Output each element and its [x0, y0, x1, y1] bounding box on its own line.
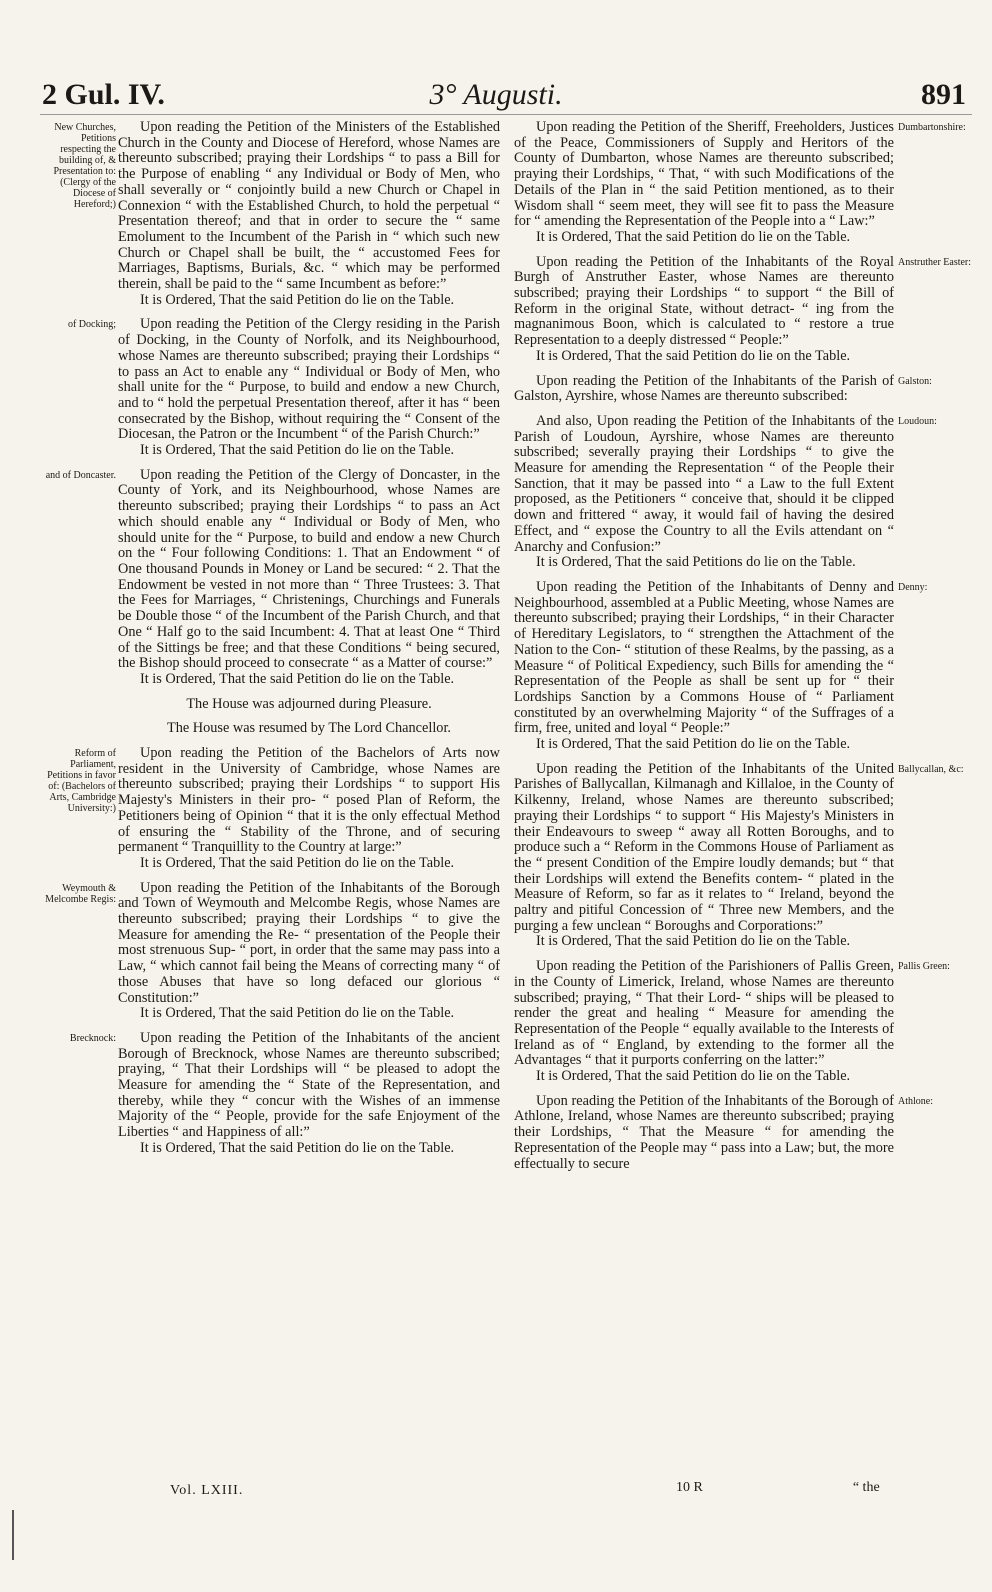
margin-note: Weymouth & Melcombe Regis: — [45, 883, 116, 905]
catchword: “ the — [852, 1480, 880, 1495]
order-text: It is Ordered, That the said Petition do lie on the Table. — [140, 670, 455, 687]
header-rule — [40, 114, 972, 115]
margin-note: Denny: — [898, 582, 928, 593]
petition-entry — [514, 255, 894, 365]
petition-entry — [514, 762, 894, 950]
petition-text: Upon reading the Petition of the Bachelors of Arts now resident in the University of Cambridge, whose Names are thereunto subscribed; praying their Lordships “ to support His Majesty's Ministers in their pro- “ posed Plan of Reform, the Petitioners being of Opinion “ that it is the only effectual Method of ensuring the “ Stability of the Throne, and of securing permanent “ Tranquillity to the Country at large:” — [118, 745, 500, 856]
petition-entry — [118, 1031, 500, 1157]
margin-note: Athlone: — [898, 1096, 933, 1107]
margin-note: and of Doncaster. — [45, 470, 116, 481]
date-header: 3° Augusti. — [429, 78, 563, 111]
petition-entry — [514, 580, 894, 753]
petition-entry — [118, 746, 500, 872]
petition-text: Upon reading the Petition of the Inhabitants of the ancient Borough of Brecknock, whose Names are thereunto subscribed; praying, “ That their Lordships will “ be pleased to adopt the Measure for amending the “ State of the Representation, and thereby, while they “ concur with the Wishes of an immense Majority of the “ People, provide for the safe Enjoyment of the Liberties “ and Happiness of all:” — [118, 1029, 500, 1141]
petition-text: Upon reading the Petition of the Ministers of the Established Church in the County and Diocese of Hereford, whose Names are thereunto subscribed; praying their Lordships “ to pass a Bill for the Purpose of enabling “ any Individual or Body of Men, who shall severally or “ conjointly build a new Church or Chapel in Connexion “ with the Established Church, to hold the perpetual “ Presentation thereof; and that in order to secure the “ same Emolument to the Incumbent of the Parish in “ which such new Church or Chapel shall be built, the “ accustomed Fees for Marriages, Baptisms, Burials, &c. “ which may be performed therein, shall be paid to the “ same Incumbent as before:” — [118, 119, 500, 293]
margin-note: of Docking; — [67, 319, 116, 330]
margin-note: Anstruther Easter: — [898, 257, 972, 268]
petition-entry — [514, 414, 894, 571]
petition-entry — [514, 120, 894, 246]
volume-footer: Vol. LXIII. — [170, 1483, 244, 1498]
proceedings-note: The House was adjourned during Pleasure. — [186, 695, 432, 712]
margin-note: Ballycallan, &c: — [898, 764, 964, 775]
petition-entry — [118, 317, 500, 458]
order-text: It is Ordered, That the said Petition do lie on the Table. — [140, 442, 455, 459]
signature-text: 10 R — [676, 1480, 703, 1495]
petition-entry — [514, 959, 894, 1085]
proceedings-note: The House was resumed by The Lord Chancellor. — [166, 720, 451, 737]
petition-text: Upon reading the Petition of the Inhabitants of Denny and Neighbourhood, assembled at a Public Meeting, whose Names are thereunto subscribed; praying their Lordships, “ in their Character of Hereditary Legislators, to “ strengthen the Attachment of the Nation to the Con- “ stitution of these Realms, by the passing, as a Measure “ of Political Expediency, such Bills for amending the “ Representation of the People as shall be sent up for “ their Lordships Sanction by a Commons House of “ Parliament constituted by an overwhelming Majority “ of the Suffrages of a firm, free, united and loyal “ People:” — [514, 578, 894, 737]
petition-text: Upon reading the Petition of the Parishioners of Pallis Green, in the County of Limerick, Ireland, whose Names are thereunto subscribed; praying, “ That their Lord- “ ships will be pleased to render the great and healing “ Measure for amending the Representation of the People “ equally available to the Interests of Ireland as of “ England, by extending to the former all the Advantages “ that it purports conferring on the latter:” — [514, 958, 894, 1069]
order-text: It is Ordered, That the said Petition do lie on the Table. — [140, 291, 455, 308]
petition-text: Upon reading the Petition of the Inhabitants of the United Parishes of Ballycallan, Kilmanagh and Killaloe, in the County of Kilkenny, Ireland, whose Names are thereunto subscribed; praying their Lordships “ to support “ His Majesty's Ministers in their Endeavours to sweep “ away all Rotten Boroughs, and to produce such a “ Reform in the Commons House of Parliament as the “ present Condition of the Empire loudly demands; but “ that their Lordships will extend the Benefits contem- “ plated in the Measure of Reform, so far as it relates to “ Ireland, beyond the paltry and pitiful Concession of “ Three new Members, and the purging a few unclean “ Boroughs and Corporations:” — [514, 760, 894, 934]
order-text: It is Ordered, That the said Petition do lie on the Table. — [140, 1139, 455, 1156]
order-text: It is Ordered, That the said Petition do lie on the Table. — [536, 228, 851, 245]
right-column — [514, 120, 894, 1181]
binding-edge — [12, 1510, 14, 1560]
order-text: It is Ordered, That the said Petition do lie on the Table. — [536, 736, 851, 753]
signature-mark — [676, 1480, 880, 1496]
left-column — [118, 120, 500, 1166]
margin-note: Reform of Parliament, Petitions in favor of: (Bachelors of Arts, Cambridge University:) — [47, 748, 116, 814]
margin-note: New Churches, Petitions respecting the building of, & Presentation to: (Clergy of the Diocese of Hereford;) — [53, 122, 116, 210]
petition-entry — [118, 881, 500, 1022]
margin-note: Galston: — [898, 376, 932, 387]
order-text: It is Ordered, That the said Petition do lie on the Table. — [140, 854, 455, 871]
petition-entry — [118, 468, 500, 688]
order-text: It is Ordered, That the said Petitions do lie on the Table. — [536, 554, 856, 571]
regnal-year-header: 2 Gul. IV. — [42, 78, 165, 111]
petition-entry — [514, 1094, 894, 1173]
margin-note: Dumbartonshire: — [898, 122, 966, 133]
margin-note: Brecknock: — [69, 1033, 116, 1044]
order-text: It is Ordered, That the said Petition do lie on the Table. — [140, 1005, 455, 1022]
petition-text: Upon reading the Petition of the Inhabitants of the Parish of Galston, Ayrshire, whose Names are thereunto subscribed: — [514, 372, 894, 405]
petition-text: Upon reading the Petition of the Sheriff, Freeholders, Justices of the Peace, Commissioners of Supply and Heritors of the County of Dumbarton, whose Names are thereunto subscribed; praying their Lordships, “ That, “ with such Modifications of the Details of the Plan in “ the said Petition mentioned, as to their Wisdom shall “ seem meet, they will see fit to pass the Measure for “ amending the Representation of the People into a “ Law:” — [514, 119, 894, 230]
petition-text: Upon reading the Petition of the Clergy residing in the Parish of Docking, in the County of Norfolk, and its Neighbourhood, whose Names are thereunto subscribed; praying their Lordships “ to pass an Act to enable any “ Individual or Body of Men, who shall unite for the “ Purpose, to build and endow a new Church, and to “ hold the perpetual Presentation thereof, after it has “ been consecrated by the Bishop, without requiring the “ Consent of the Diocesan, the Patron or the Incumbent “ of the Parish Church:” — [118, 316, 500, 443]
page-number: 891 — [921, 78, 966, 111]
petition-entry — [514, 374, 894, 405]
order-text: It is Ordered, That the said Petition do lie on the Table. — [536, 933, 851, 950]
petition-text: Upon reading the Petition of the Inhabitants of the Royal Burgh of Anstruther Easter, whose Names are thereunto subscribed; praying their Lordships “ to support “ the Bill of Reform in the original State, without detract- “ ing from the magnanimous Boon, which is calculated to “ restore a true Representation to a deeply distressed “ People:” — [514, 253, 894, 349]
order-text: It is Ordered, That the said Petition do lie on the Table. — [536, 1068, 851, 1085]
petition-entry — [118, 120, 500, 308]
petition-text: And also, Upon reading the Petition of the Inhabitants of the Parish of Loudoun, Ayrshire, whose Names are thereunto subscribed; severally praying their Lordships “ to give the Measure for amending the Representation “ of the People their Sanction, that it may be passed into “ a Law to the full Extent proposed, as the Petitioners “ conceive that, should it be clipped down and frittered “ away, it would fail of having the desired Effect, and “ expose the Country to all the Evils attendant on “ Anarchy and Confusion:” — [514, 412, 894, 555]
petition-text: Upon reading the Petition of the Clergy of Doncaster, in the County of York, and its Neighbourhood, whose Names are thereunto subscribed; praying their Lordships “ to pass an Act which should enable any “ Individual or Body of Men, who should unite for the “ Purpose, to build and endow a new Church on the “ Four following Conditions: 1. That an Endowment “ of One thousand Pounds in Money or Land be secured: “ 2. That the Endowment be vested in not more than “ Three Trustees: 3. That the Fees for Marriages, “ Christenings, Churchings and Funerals be Double those “ of the Incumbent of the Parish Church, and that One “ Half go to the said Incumbent: 4. That at least One “ Third of the Sittings be free; and that these Conditions “ being secured, the Bishop should proceed to consecrate “ as a Matter of course:” — [118, 466, 500, 672]
order-text: It is Ordered, That the said Petition do lie on the Table. — [536, 347, 851, 364]
margin-note: Loudoun: — [898, 416, 937, 427]
margin-note: Pallis Green: — [898, 961, 950, 972]
petition-text: Upon reading the Petition of the Inhabitants of the Borough of Athlone, Ireland, whose Names are thereunto subscribed; praying their Lordships, “ That the Measure “ for amending the Representation of the People may “ pass into a Law; but, the more effectually to secure — [514, 1092, 894, 1172]
petition-text: Upon reading the Petition of the Inhabitants of the Borough and Town of Weymouth and Melcombe Regis, whose Names are thereunto subscribed; praying their Lordships “ to give the Measure for amending the Re- “ presentation of the People their most strenuous Sup- “ port, in order that the same may pass into a Law, “ which cannot fail being the Means of correcting many “ of those Abuses that have so long defaced our glorious “ Constitution:” — [118, 879, 500, 1006]
